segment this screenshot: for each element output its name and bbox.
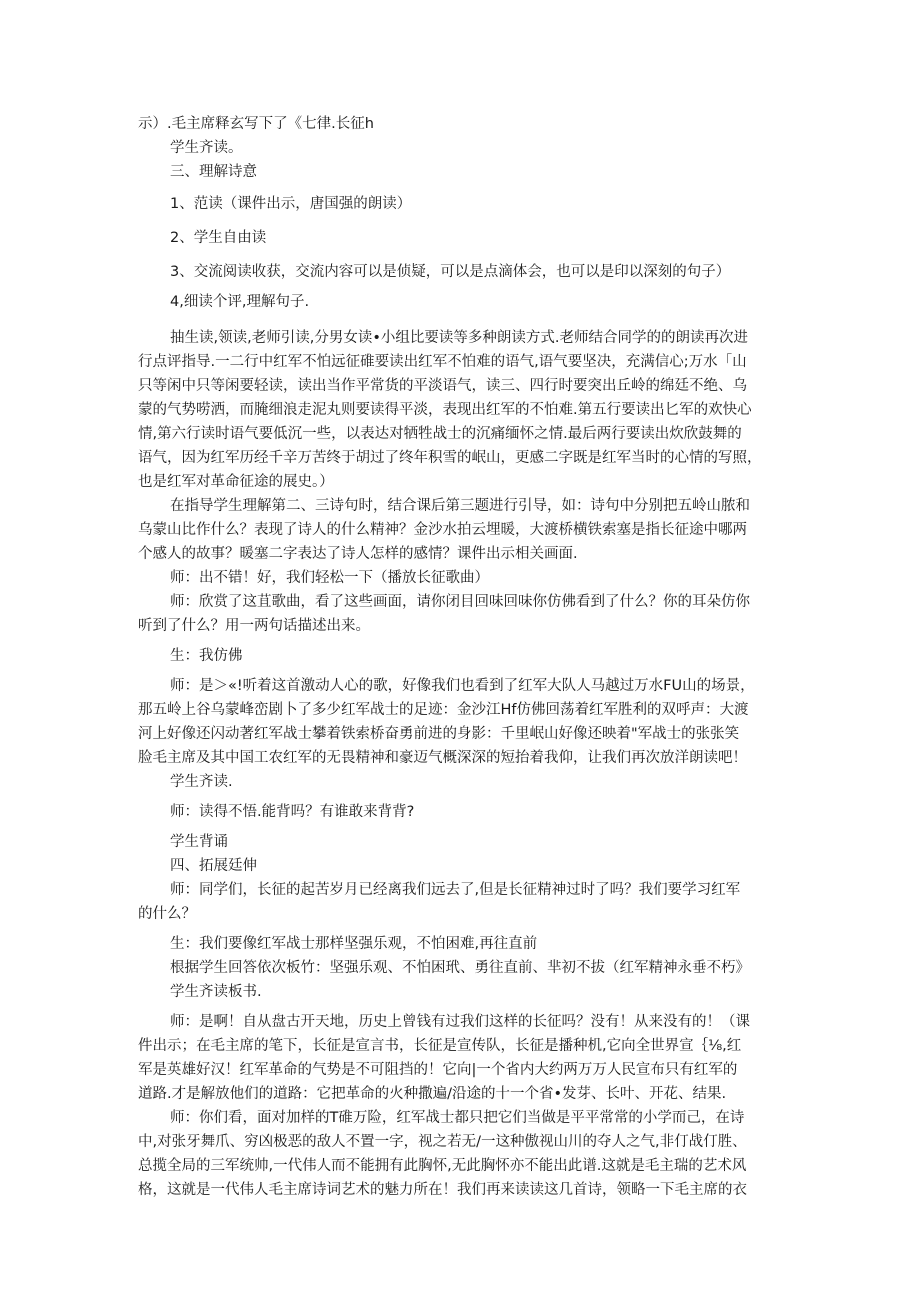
paragraph-extension: [138, 878, 788, 926]
paragraph-line: 那五岭上谷乌蒙峰峦剧卜了多少红军战士的足迹：金沙江Hf仿佛回荡着红军胜利的双呼声：大渡: [138, 702, 749, 718]
paragraph-line: 抽生读,领读,老师引读,分男女读•小组比要读等多种朗读方式.老师结合同学的的朗读再次进: [170, 330, 748, 346]
paragraph-song: [138, 590, 788, 638]
paragraph-line: 件出示；在毛主席的笔下，长征是宣言书，长征是宣传队，长征是播种机,它向全世界宣｛⅛,红: [138, 1038, 742, 1054]
text-line: 示）.毛主席释玄写下了《七律.长征h: [138, 116, 374, 132]
paragraph-line: 也是红军对革命征途的展史。）: [138, 474, 334, 490]
paragraph-line: 师：同学们，长征的起苦岁月已经离我们远去了,但是长征精神过时了吗？我们要学习红军: [170, 882, 741, 898]
paragraph-line: 听到了什么？用一两句话描述出来。: [138, 618, 370, 634]
text-line: 学生背诵: [170, 834, 228, 850]
paragraph-line: 语气，因为红军历经千辛万苦终于胡过了终年积雪的岷山，更感二字既是红军当时的心情的写照，: [138, 450, 762, 466]
paragraph-line: 师：欣赏了这苴歌曲，看了这些画面，请你闭目回味回味你仿佛看到了什么？你的耳朵仿你: [170, 594, 750, 610]
text-line: 2、学生自由读: [170, 230, 267, 246]
text-line: 3、交流阅读收获，交流内容可以是侦疑，可以是点滴体会，也可以是印以深刻的句子）: [170, 264, 731, 280]
paragraph-line: 中,对张牙舞爪、穷凶极恶的敌人不置一字，视之若无/一这种傲视山川的夺人之气,非仃战仃胜、: [138, 1134, 747, 1150]
paragraph-line: 师：是啊！自从盘古开天地，历史上曾钱有过我们这样的长征吗？没有！从来没有的！（课: [170, 1014, 750, 1030]
paragraph-teacher-speech: [138, 674, 788, 770]
text-line: 生：我仿佛: [170, 648, 243, 664]
text-line: 1、范读（课件出示，唐国强的朗读）: [170, 196, 412, 212]
paragraph-line: 师：是＞«!听着这首激动人心的歌，好像我们也看到了红军大队人马越过万水FU山的场景，: [170, 678, 755, 694]
paragraph-line: 乌蒙山比作什么？表现了诗人的什么精神？金沙水拍云埋暖，大渡桥横铁索塞是指长征途中哪两: [138, 522, 747, 538]
paragraph-line: 情,第六行读时语气要低沉一些，以表达对牺牲战士的沉痛缅怀之情.最后两行要读出炊欣鼓舞的: [138, 426, 742, 442]
paragraph-line: 河上好像还闪动著红军战士攀着铁索桥奋勇前进的身影：千里岷山好像还映着"军战士的张张笑: [138, 726, 740, 742]
paragraph-line: 行点评指导.一二行中红军不怕远征碓要读出红军不怕难的语气,语气要坚决，充满信心;万水「山: [138, 354, 747, 370]
text-line: 根据学生回答依次板竹：坚强乐观、不怕困玳、勇往直前、芈初不拔（红军精神永垂不朽》: [170, 960, 750, 976]
document-page: [138, 112, 788, 1202]
section-heading: 四、拓展廷伸: [170, 858, 257, 874]
text-line: 学生齐读.: [170, 774, 233, 790]
paragraph-reading-guidance: [138, 326, 788, 494]
paragraph-line: 道路.才是解放他们的道路：它把革命的火种撒遍/沿途的十一个省•发芽、长叶、开花、结果.: [138, 1086, 727, 1102]
paragraph-line: 个感人的故事？暖塞二字表达了诗人怎样的感情？课件出示相关画面.: [138, 546, 578, 562]
paragraph-line: 的什么？: [138, 906, 196, 922]
paragraph-art-style: [138, 1106, 788, 1202]
text-line: 师：出不错！好，我们轻松一下（播放长征歌曲）: [170, 570, 489, 586]
paragraph-line: 蒙的气势唠洒，而腌细浪走泥丸则要读得平淡，表现出红军的不怕难.第五行要读出匕军的欢快心: [138, 402, 752, 418]
paragraph-line: 在指导学生理解第二、三诗句时，结合课后第三题进行引导，如：诗句中分别把五岭山脓和: [170, 498, 750, 514]
section-heading: 三、理解诗意: [170, 164, 257, 180]
text-line: 生：我们要像红军战士那样坚强乐观，不怕困难,再往直前: [170, 936, 538, 952]
paragraph-understanding: [138, 494, 788, 566]
paragraph-line: 格，这就是一代伟人毛主席诗词艺术的魅力所在！我们再来读读这几首诗，领略一下毛主席的衣: [138, 1182, 747, 1198]
paragraph-line: 师：你们看，面对加样的T碓万险，红军战士都只把它们当做是平平常常的小学而己，在诗: [170, 1110, 745, 1126]
text-line: 4,细读个评,理解句子.: [170, 294, 310, 310]
text-line: 学生齐读。: [170, 140, 243, 156]
paragraph-line: 总揽全局的三军统帅,一代伟人而不能拥有此胸怀,无此胸怀亦不能出此谱.这就是毛主瑞的艺术风: [138, 1158, 747, 1174]
paragraph-line: 只等闲中只等闲要轻读，读出当作平常货的平淡语气，读三、四行时要突出丘岭的绵廷不绝、乌: [138, 378, 747, 394]
paragraph-line: 军是英雄好汉！红军革命的气势是不可阻挡的！它向|一个省内大约两万万人民宣布只有红军的: [138, 1062, 738, 1078]
text-line: 师：读得不悟.能背吗？有谁敢来背背?: [170, 804, 415, 820]
text-line: 学生齐读板书.: [170, 984, 262, 1000]
paragraph-long-march: [138, 1010, 788, 1106]
paragraph-line: 脸毛主席及其中国工农红军的无畏精神和豪迈气概深深的短抬着我仰，让我们再次放洋朗读吧！: [138, 750, 747, 766]
